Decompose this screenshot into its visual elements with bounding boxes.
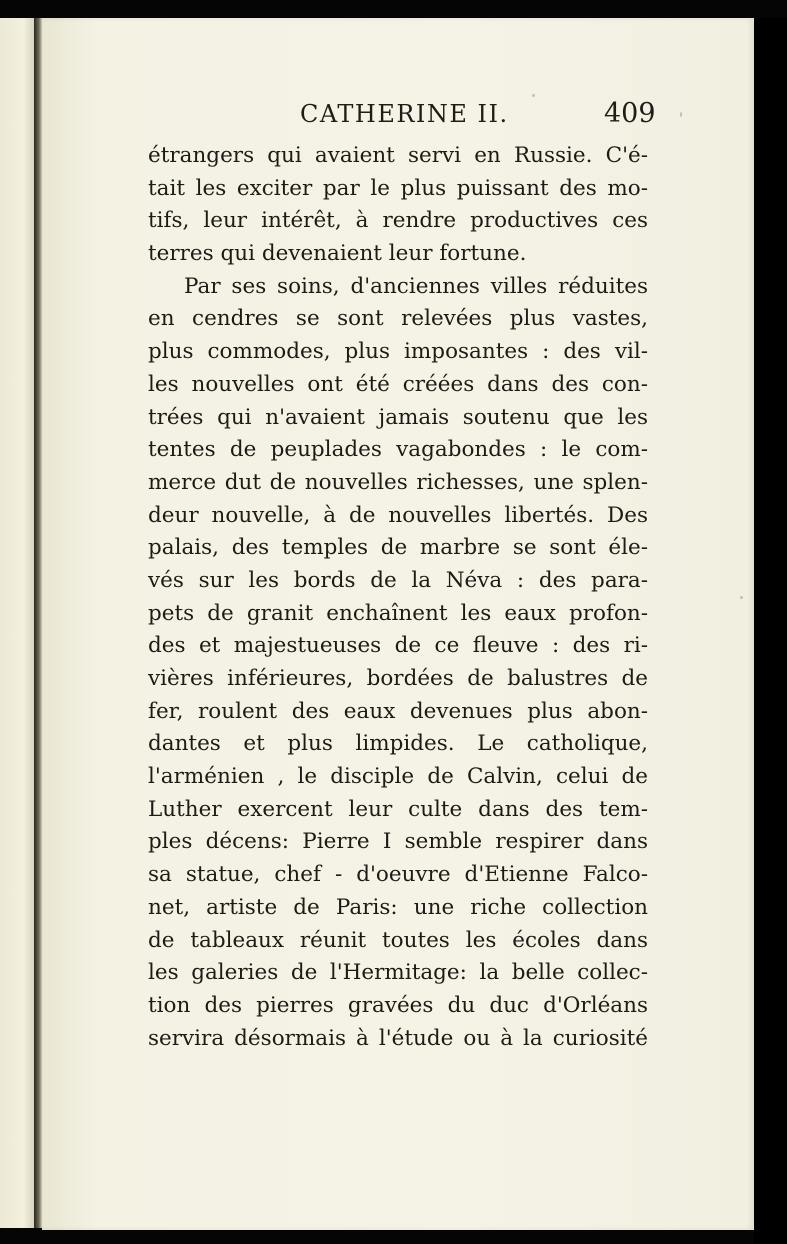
- text-line: tentes de peuplades vagabondes : le com-: [148, 437, 648, 463]
- text-line: deur nouvelle, à de nouvelles libertés. Des: [148, 502, 648, 528]
- text-line: Luther exercent leur culte dans des tem-: [148, 796, 648, 822]
- paper-speck: [532, 94, 535, 97]
- text-line: palais, des temples de marbre se sont éle-: [148, 535, 648, 561]
- text-line: en cendres se sont relevées plus vastes,: [148, 306, 648, 332]
- text-line: les nouvelles ont été créées dans des con-: [148, 371, 648, 397]
- text-line: plus commodes, plus imposantes : des vil-: [148, 339, 648, 365]
- text-line: pets de granit enchaînent les eaux profon-: [148, 600, 648, 626]
- paper-speck: [680, 112, 682, 117]
- text-line: sa statue, chef - d'oeuvre d'Etienne Falco-: [148, 862, 648, 888]
- text-line: servira désormais à l'étude ou à la curiosité: [148, 1025, 648, 1051]
- text-line: terres qui devenaient leur fortune.: [148, 241, 527, 267]
- text-line: vières inférieures, bordées de balustres de: [148, 666, 648, 691]
- running-title: CATHERINE II.: [300, 100, 509, 128]
- paper-speck: [740, 596, 743, 599]
- text-line: les galeries de l'Hermitage: la belle collec-: [148, 960, 648, 986]
- text-line: tait les exciter par le plus puissant des mo-: [148, 175, 648, 201]
- text-line: merce dut de nouvelles richesses, une splen-: [148, 469, 648, 495]
- text-line: l'arménien , le disciple de Calvin, celui de: [148, 764, 648, 790]
- page-number: 409: [604, 98, 656, 129]
- running-head: [300, 100, 660, 140]
- text-line: ples décens: Pierre I semble respirer dans: [148, 829, 648, 855]
- text-line: des et majestueuses de ce fleuve : des ri-: [148, 633, 648, 659]
- scan-background: [754, 18, 787, 1244]
- text-line: tifs, leur intérêt, à rendre productives ces: [148, 208, 648, 234]
- body-text: [148, 140, 648, 1055]
- text-line: de tableaux réunit toutes les écoles dans: [148, 927, 648, 953]
- text-line: net, artiste de Paris: une riche collection: [148, 894, 648, 920]
- text-line: tion des pierres gravées du duc d'Orléans: [148, 992, 648, 1018]
- facing-page-edge: [0, 18, 34, 1228]
- book-gutter: [34, 18, 42, 1228]
- text-line: vés sur les bords de la Néva : des para-: [148, 567, 648, 593]
- paragraph-first-line: Par ses soins, d'anciennes villes réduites: [184, 273, 648, 299]
- text-line: dantes et plus limpides. Le catholique,: [148, 731, 648, 757]
- text-line: étrangers qui avaient servi en Russie. C'é-: [148, 143, 648, 168]
- text-line: fer, roulent des eaux devenues plus abon-: [148, 698, 648, 724]
- text-line: trées qui n'avaient jamais soutenu que les: [148, 404, 648, 430]
